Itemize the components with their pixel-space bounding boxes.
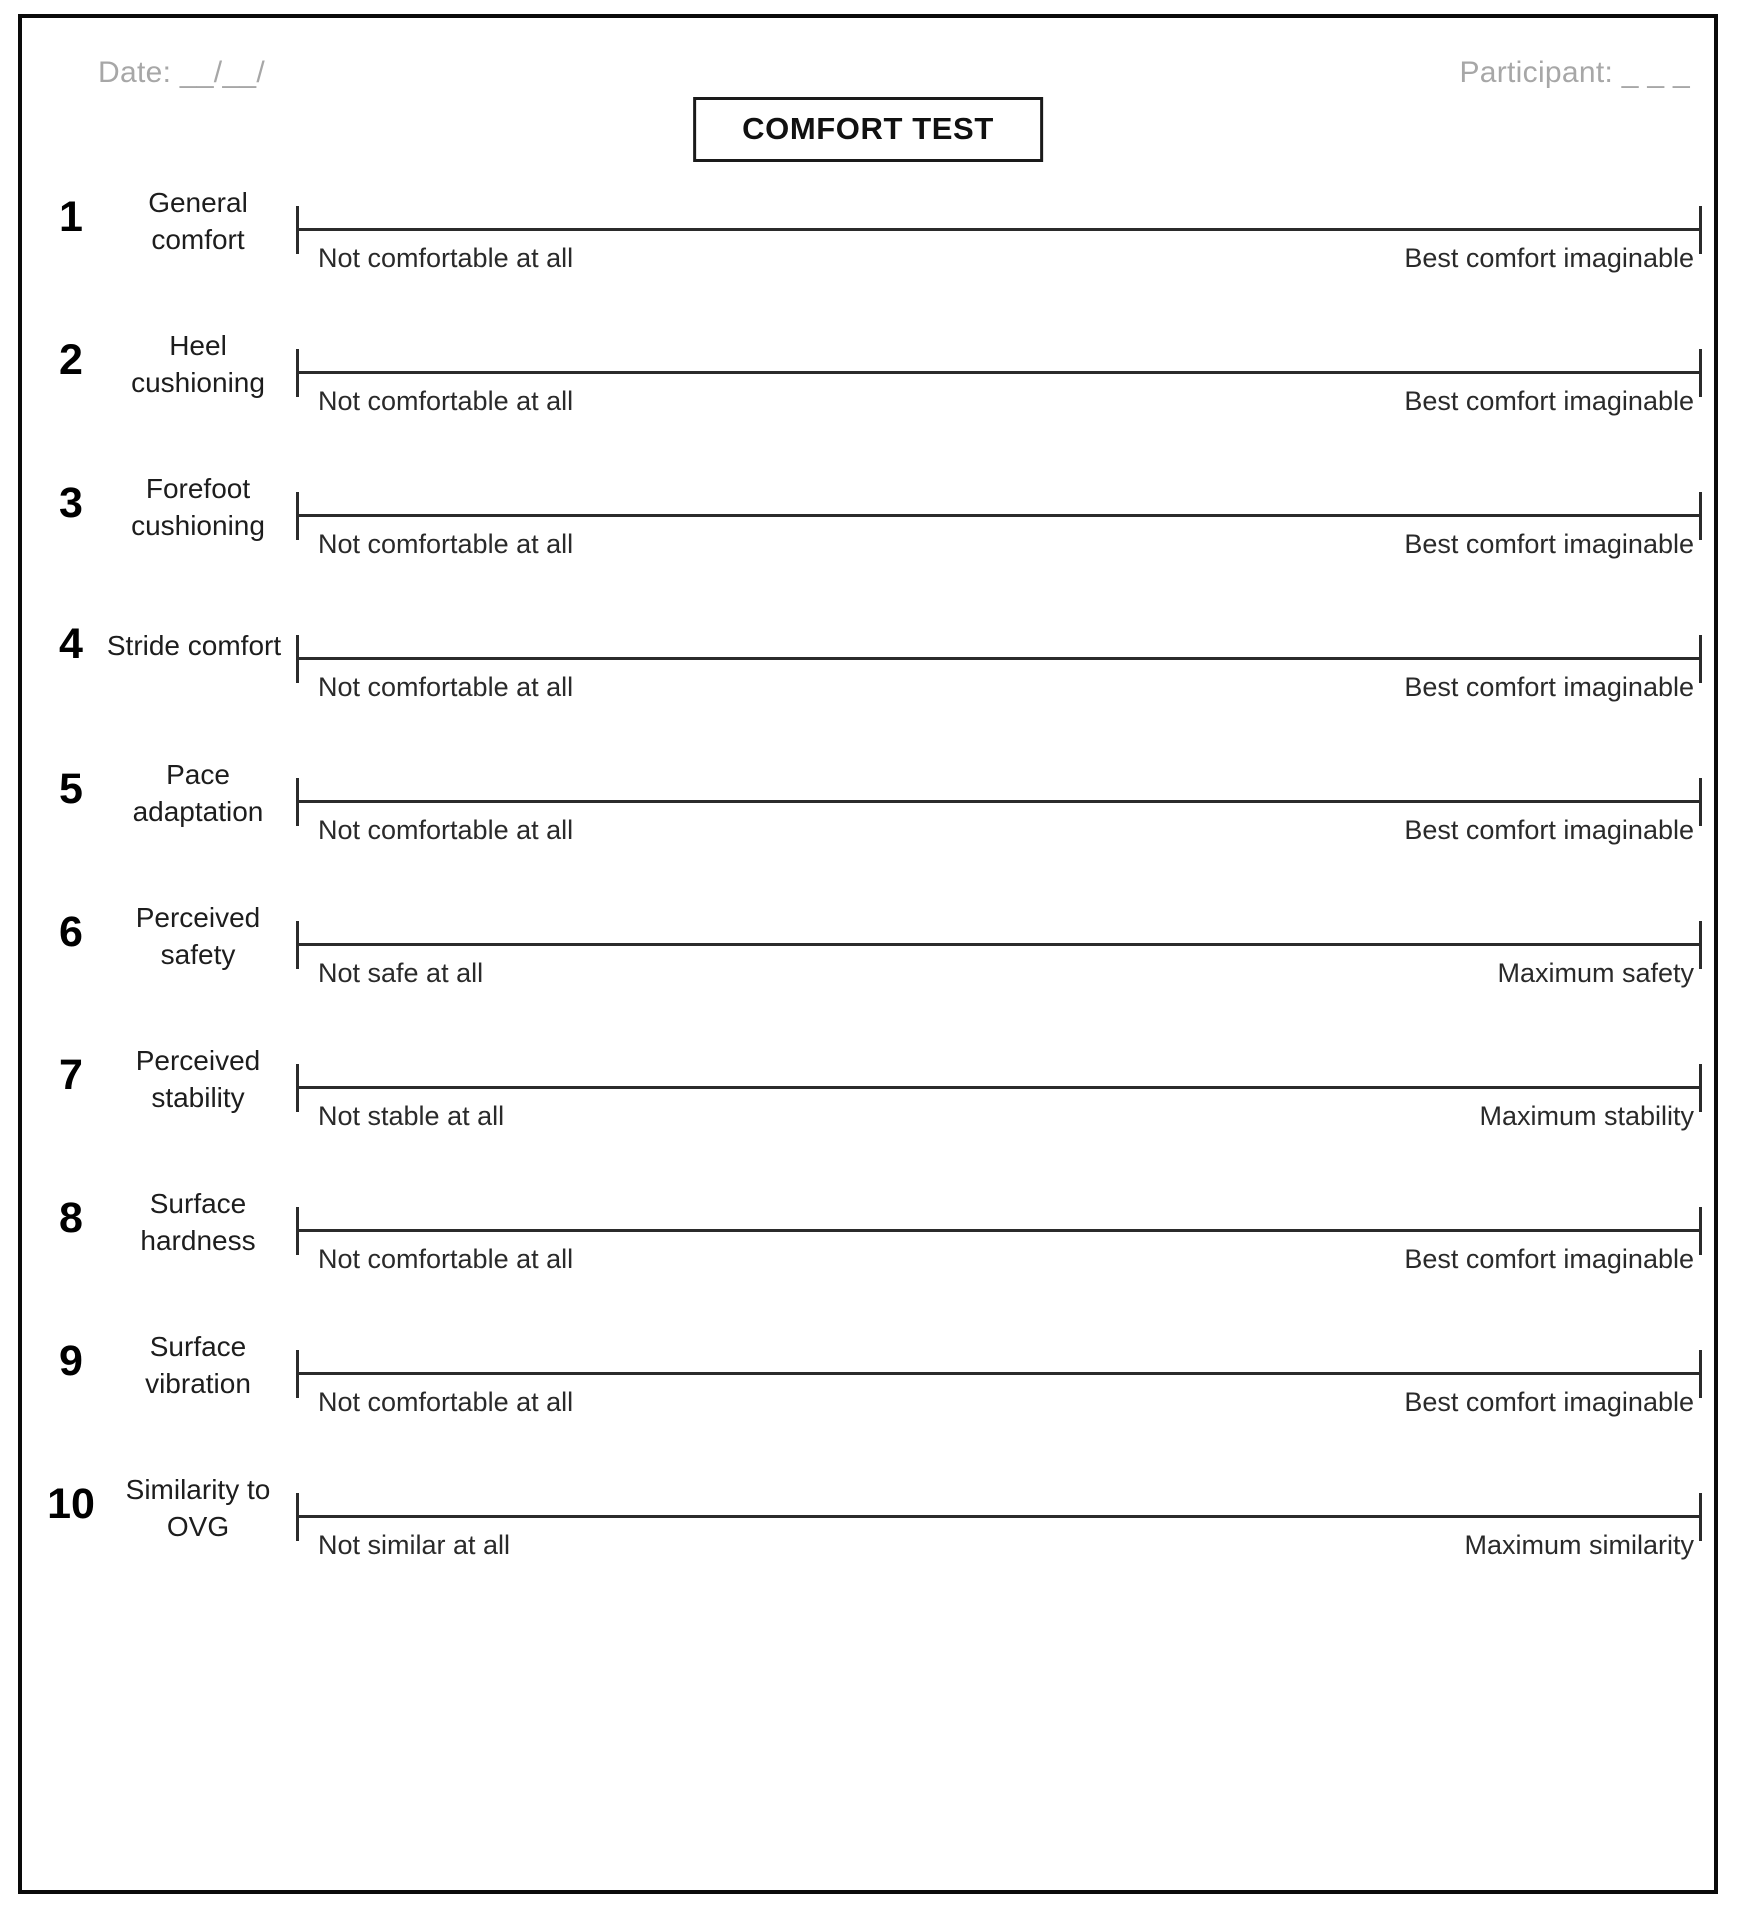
vas-anchor-left: Not comfortable at all: [318, 815, 574, 845]
vas-item: [22, 168, 1714, 311]
vas-item-number: 3: [59, 479, 83, 527]
vas-scale-line[interactable]: [296, 657, 1702, 660]
vas-item: [22, 883, 1714, 1026]
comfort-test-form: [18, 14, 1718, 1894]
participant-field-label[interactable]: Participant: _ _ _: [1459, 56, 1690, 89]
vas-anchor-left: Not stable at all: [318, 1101, 505, 1131]
vas-anchor-right: Maximum safety: [1497, 958, 1694, 988]
vas-item-number: 4: [59, 620, 83, 668]
vas-scale-line[interactable]: [296, 800, 1702, 803]
vas-item-number: 7: [59, 1051, 83, 1099]
vas-anchors: [296, 959, 1702, 989]
vas-item-label: Heel cushioning: [131, 330, 265, 399]
vas-scale-line[interactable]: [296, 1515, 1702, 1518]
vas-anchor-right: Maximum similarity: [1464, 1530, 1694, 1560]
vas-item: [22, 740, 1714, 883]
vas-anchor-left: Not similar at all: [318, 1530, 511, 1560]
vas-anchors: [296, 1531, 1702, 1561]
vas-anchor-right: Best comfort imaginable: [1404, 1244, 1694, 1274]
vas-item: [22, 311, 1714, 454]
date-field-label[interactable]: Date: __/__/: [98, 56, 266, 89]
vas-item-label: Perceived safety: [135, 902, 261, 971]
vas-anchors: [296, 244, 1702, 274]
vas-item: [22, 1169, 1714, 1312]
vas-anchor-left: Not comfortable at all: [318, 243, 574, 273]
vas-item: [22, 597, 1714, 740]
vas-item-list: [22, 168, 1714, 1890]
vas-scale-line[interactable]: [296, 1086, 1702, 1089]
vas-item-number: 8: [59, 1194, 83, 1242]
vas-anchor-left: Not comfortable at all: [318, 672, 574, 702]
vas-anchor-right: Best comfort imaginable: [1404, 815, 1694, 845]
vas-anchor-right: Best comfort imaginable: [1404, 386, 1694, 416]
vas-item: [22, 1312, 1714, 1455]
vas-item-number: 2: [59, 336, 83, 384]
vas-anchors: [296, 1245, 1702, 1275]
vas-anchor-left: Not comfortable at all: [318, 529, 574, 559]
page-title: COMFORT TEST: [742, 111, 994, 146]
vas-anchors: [296, 673, 1702, 703]
vas-anchors: [296, 1102, 1702, 1132]
form-title-box: [693, 97, 1043, 162]
vas-item-label: Stride comfort: [106, 630, 282, 661]
vas-item: [22, 1455, 1714, 1598]
vas-anchor-left: Not comfortable at all: [318, 386, 574, 416]
vas-anchor-left: Not comfortable at all: [318, 1387, 574, 1417]
vas-anchors: [296, 387, 1702, 417]
vas-anchors: [296, 816, 1702, 846]
vas-item-number: 6: [59, 908, 83, 956]
vas-scale-line[interactable]: [296, 228, 1702, 231]
vas-anchors: [296, 530, 1702, 560]
vas-item: [22, 1026, 1714, 1169]
vas-item-number: 9: [59, 1337, 83, 1385]
vas-item-label: Surface hardness: [140, 1188, 256, 1257]
vas-anchor-right: Best comfort imaginable: [1404, 243, 1694, 273]
vas-anchor-right: Maximum stability: [1479, 1101, 1694, 1131]
vas-anchors: [296, 1388, 1702, 1418]
vas-anchor-left: Not comfortable at all: [318, 1244, 574, 1274]
vas-anchor-left: Not safe at all: [318, 958, 484, 988]
vas-scale-line[interactable]: [296, 371, 1702, 374]
vas-item-label: Pace adaptation: [132, 759, 264, 828]
vas-item: [22, 454, 1714, 597]
vas-item-label: Perceived stability: [135, 1045, 261, 1114]
vas-item-number: 10: [47, 1480, 95, 1528]
vas-item-label: General comfort: [148, 187, 248, 256]
vas-scale-line[interactable]: [296, 1372, 1702, 1375]
vas-anchor-right: Best comfort imaginable: [1404, 672, 1694, 702]
vas-anchor-right: Best comfort imaginable: [1404, 1387, 1694, 1417]
form-header: [22, 18, 1714, 146]
vas-anchor-right: Best comfort imaginable: [1404, 529, 1694, 559]
vas-item-label: Surface vibration: [145, 1331, 251, 1400]
vas-item-label: Forefoot cushioning: [131, 473, 265, 542]
vas-scale-line[interactable]: [296, 514, 1702, 517]
vas-item-number: 1: [59, 193, 83, 241]
vas-scale-line[interactable]: [296, 943, 1702, 946]
vas-item-number: 5: [59, 765, 83, 813]
vas-item-label: Similarity to OVG: [125, 1474, 271, 1543]
vas-scale-line[interactable]: [296, 1229, 1702, 1232]
